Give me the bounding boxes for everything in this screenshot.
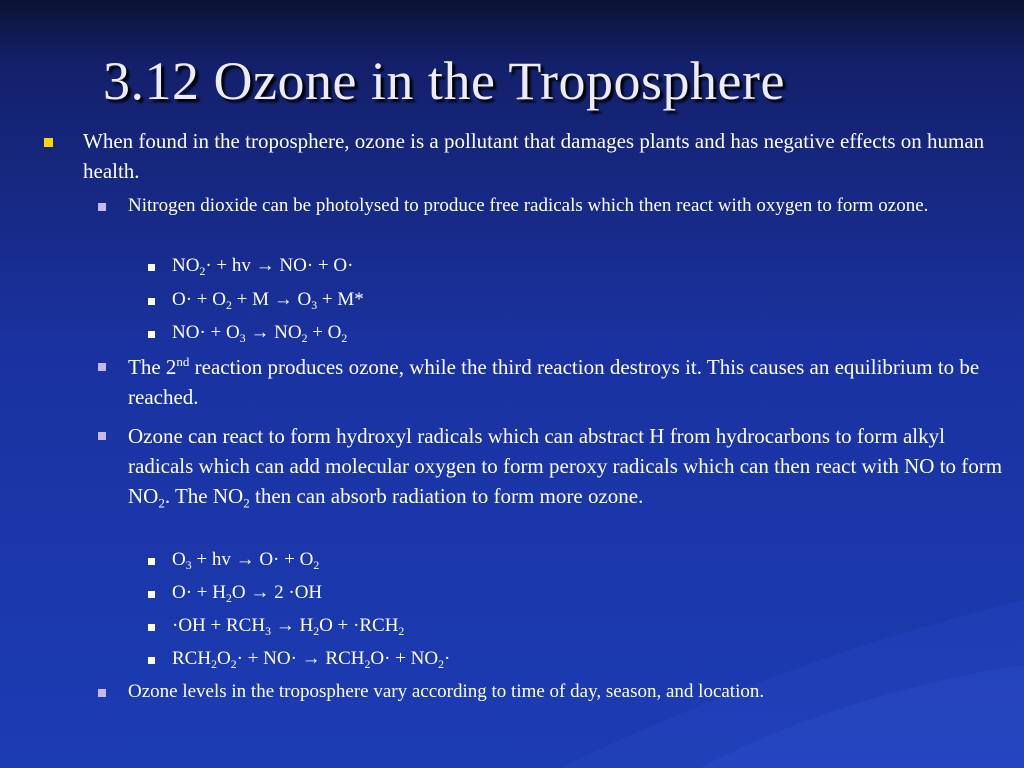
bullet-marker bbox=[148, 331, 155, 338]
equation-text: $O\cdot + O_2 + M \to O_3 + M*$ bbox=[172, 289, 364, 313]
bullet-marker bbox=[148, 558, 155, 565]
equation-text: $\cdot OH + RCH_3 \to H_2O + \cdot RCH_2$ bbox=[172, 615, 405, 639]
bullet-marker bbox=[148, 624, 155, 631]
bullet-text: Ozone levels in the troposphere vary according to time of day, season, and location. bbox=[128, 681, 765, 702]
bullet-marker bbox=[98, 432, 106, 440]
bullet-marker bbox=[44, 138, 53, 147]
bullet-text: Nitrogen dioxide can be photolysed to produce free radicals which then react with oxygen to form ozone. bbox=[128, 195, 929, 216]
bullet-marker bbox=[98, 689, 106, 697]
bullet-text: The 2nd reaction produces ozone, while the third reaction destroys it. This causes an equilibrium to be reached. bbox=[128, 354, 980, 409]
bullet-marker bbox=[148, 591, 155, 598]
bullet-marker bbox=[148, 264, 155, 271]
slide-title: 3.12 Ozone in the Troposphere bbox=[103, 51, 785, 111]
equation-text: $RCH_2O_2\cdot + NO\cdot \to RCH_2O\cdot + NO_2\cdot$ bbox=[172, 648, 451, 672]
bullet-marker bbox=[98, 363, 106, 371]
bullet-marker bbox=[148, 657, 155, 664]
bullet-text: When found in the troposphere, ozone is a pollutant that damages plants and has negative effects on human health. bbox=[83, 129, 985, 183]
bullet-marker bbox=[148, 298, 155, 305]
equation-text: $NO_2\cdot$ + hv → NO· + O· bbox=[172, 255, 354, 279]
bullet-marker bbox=[98, 203, 106, 211]
equation-text: $NO\cdot + O_3 \to NO_2 + O_2$ bbox=[172, 322, 348, 346]
bullet-text: Ozone can react to form hydroxyl radicals which can abstract H from hydrocarbons to form alkyl radicals which can add molecular oxygen to form peroxy radicals which can then react with NO to form $NO_2$. The $NO_2$ then can absorb radiation to form more ozone. bbox=[128, 424, 1003, 511]
equation-text: $O\cdot + H_2O \to 2 \cdot OH$ bbox=[172, 582, 323, 606]
equation-text: $O_3$ + hv → $O\cdot + O_2$ bbox=[172, 549, 320, 573]
